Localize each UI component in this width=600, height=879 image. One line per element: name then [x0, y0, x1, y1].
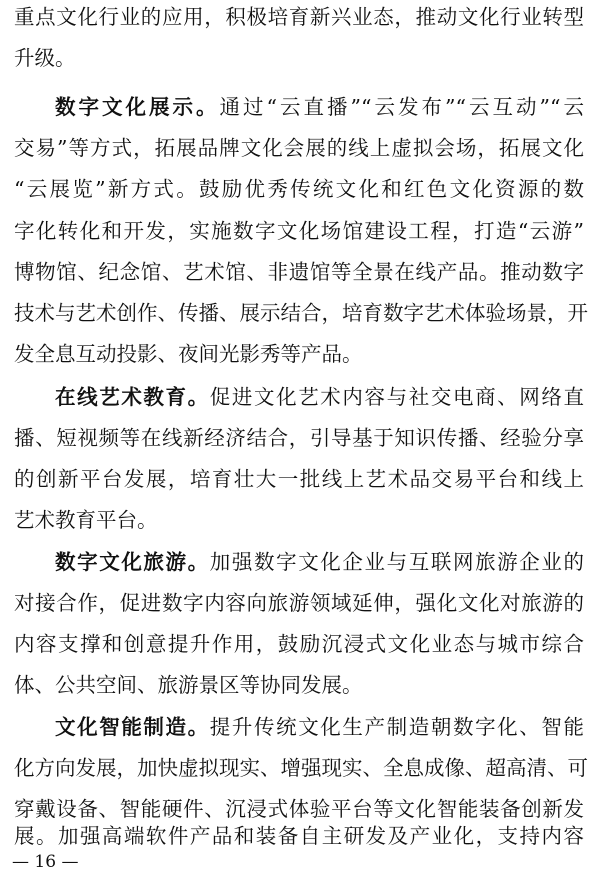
text-line: 展。加强高端软件产品和装备自主研发及产业化，支持内容	[14, 824, 584, 848]
text-line: 技术与艺术创作、传播、展示结合，培育数字艺术体验场景，开	[14, 301, 588, 325]
text-line: 发全息互动投影、夜间光影秀等产品。	[14, 342, 363, 366]
text-line: 内容支撑和创意提升作用，鼓励沉浸式文化业态与城市综合	[14, 632, 584, 656]
text-line: 升级。	[14, 46, 76, 70]
text-line: 播、短视频等在线新经济结合，引导基于知识传播、经验分享	[14, 426, 584, 450]
text-line: 艺术教育平台。	[14, 508, 158, 532]
paragraph-first-line	[55, 383, 584, 411]
paragraph-first-line	[55, 548, 584, 576]
page-number: — 16 —	[12, 852, 79, 872]
section-heading: 数字文化旅游。	[55, 550, 210, 574]
text-run: 促进文化艺术内容与社交电商、网络直	[209, 385, 585, 409]
paragraph-first-line	[55, 713, 584, 741]
text-run: 加强数字文化企业与互联网旅游企业的	[209, 550, 585, 574]
text-line: 重点文化行业的应用，积极培育新兴业态，推动文化行业转型	[14, 5, 584, 29]
section-heading: 在线艺术教育。	[55, 385, 210, 409]
text-line: 体、公共空间、旅游景区等协同发展。	[14, 673, 363, 697]
text-line: 交易”等方式，拓展品牌文化会展的线上虚拟会场，拓展文化	[14, 136, 584, 160]
section-heading: 文化智能制造。	[55, 715, 210, 739]
text-line: 博物馆、纪念馆、艺术馆、非遗馆等全景在线产品。推动数字	[14, 260, 584, 284]
text-line: 的创新平台发展，培育壮大一批线上艺术品交易平台和线上	[14, 467, 584, 491]
text-run: 通过“云直播”“云发布”“云互动”“云	[219, 95, 584, 119]
text-line: 字化转化和开发，实施数字文化场馆建设工程，打造“云游”	[14, 219, 584, 243]
paragraph-first-line	[55, 93, 584, 121]
text-line: 对接合作，促进数字内容向旅游领域延伸，强化文化对旅游的	[14, 591, 584, 615]
text-line: 化方向发展，加快虚拟现实、增强现实、全息成像、超高清、可	[14, 756, 588, 780]
text-line: 穿戴设备、智能硬件、沉浸式体验平台等文化智能装备创新发	[14, 797, 584, 821]
text-line: “云展览”新方式。鼓励优秀传统文化和红色文化资源的数	[14, 177, 584, 201]
text-run: 提升传统文化生产制造朝数字化、智能	[209, 715, 585, 739]
section-heading: 数字文化展示。	[55, 95, 220, 119]
